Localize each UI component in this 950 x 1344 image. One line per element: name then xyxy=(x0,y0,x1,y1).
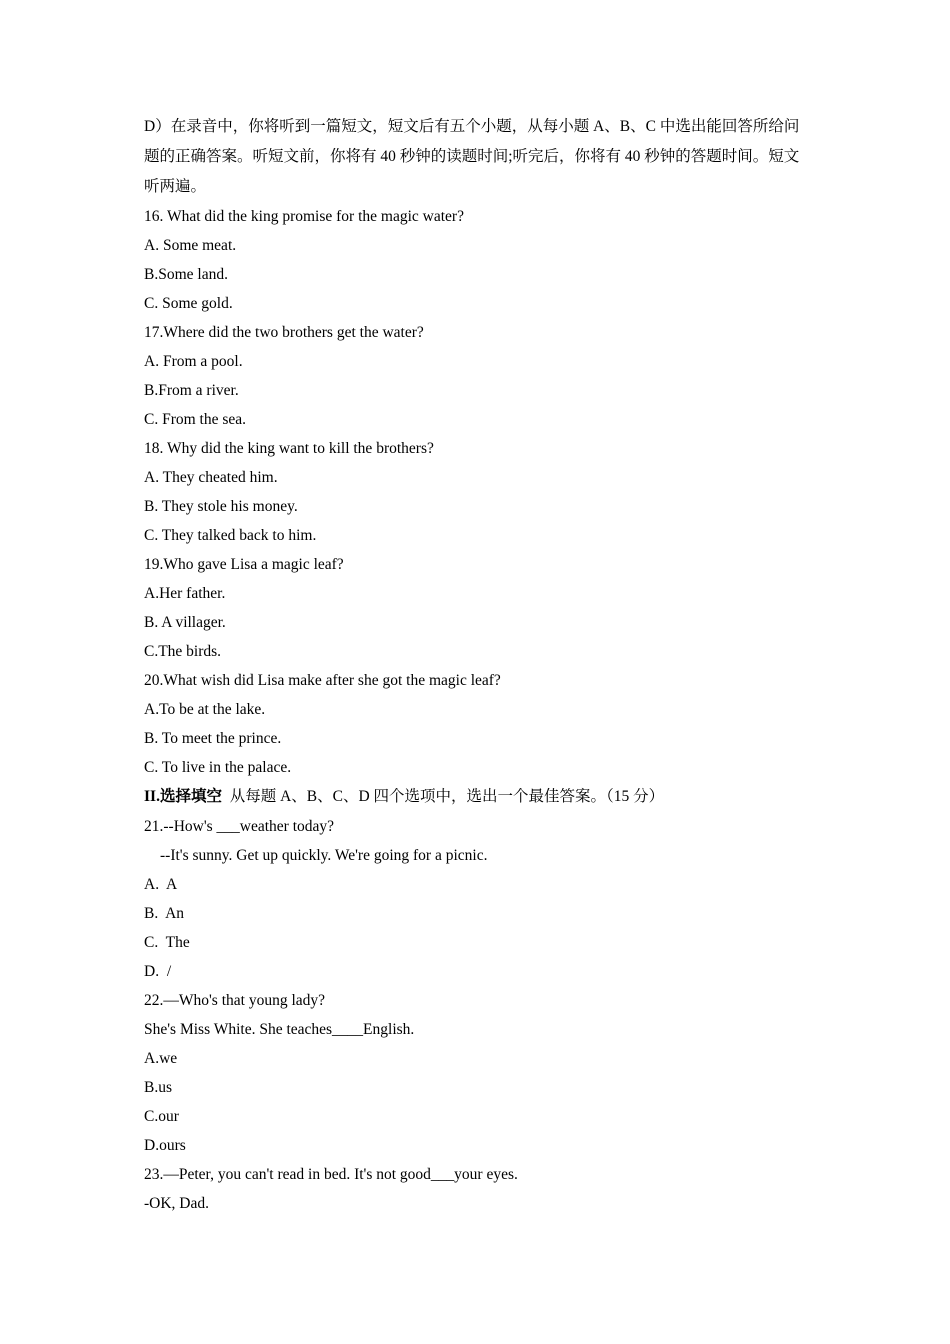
option-b: B. To meet the prince. xyxy=(144,730,282,747)
option-a: A. From a pool. xyxy=(144,353,243,370)
question-response: She's Miss White. She teaches____English. xyxy=(144,1021,415,1038)
question-text: 22.—Who's that young lady? xyxy=(144,992,326,1009)
option-b: B. They stole his money. xyxy=(144,498,298,515)
question-22 xyxy=(144,986,814,1160)
option-c: C. From the sea. xyxy=(144,411,247,428)
option-a: A. They cheated him. xyxy=(144,469,278,486)
question-19 xyxy=(144,550,814,666)
question-text: 21.--How's ___weather today? xyxy=(144,818,335,835)
option-c: C. The xyxy=(144,934,190,951)
option-b: B.From a river. xyxy=(144,382,239,399)
option-b: B. An xyxy=(144,905,185,922)
question-response: -OK, Dad. xyxy=(144,1195,209,1212)
section-ii-heading: II.选择填空 xyxy=(144,788,222,805)
question-text: 19.Who gave Lisa a magic leaf? xyxy=(144,556,344,573)
question-text: 20.What wish did Lisa make after she got the magic leaf? xyxy=(144,672,501,689)
option-c: C.The birds. xyxy=(144,643,222,660)
option-b: B.Some land. xyxy=(144,266,228,283)
question-text: 16. What did the king promise for the magic water? xyxy=(144,208,464,225)
option-a: A. Some meat. xyxy=(144,237,237,254)
option-c: C. They talked back to him. xyxy=(144,527,317,544)
document-page xyxy=(144,112,814,1218)
option-b: B. A villager. xyxy=(144,614,226,631)
question-text: 17.Where did the two brothers get the water? xyxy=(144,324,424,341)
option-d: D. / xyxy=(144,963,172,980)
option-a: A.we xyxy=(144,1050,178,1067)
section-ii-instruction: 从每题 A、B、C、D 四个选项中，选出一个最佳答案。（15 分） xyxy=(229,788,665,805)
option-c: C. Some gold. xyxy=(144,295,233,312)
question-18 xyxy=(144,434,814,550)
question-text: 18. Why did the king want to kill the brothers? xyxy=(144,440,434,457)
question-text: 23.—Peter, you can't read in bed. It's not good___your eyes. xyxy=(144,1166,518,1183)
option-a: A.To be at the lake. xyxy=(144,701,266,718)
option-b: B.us xyxy=(144,1079,172,1096)
question-23 xyxy=(144,1160,814,1218)
option-a: A.Her father. xyxy=(144,585,226,602)
option-c: C. To live in the palace. xyxy=(144,759,292,776)
question-20 xyxy=(144,666,814,782)
option-a: A. A xyxy=(144,876,178,893)
question-16 xyxy=(144,202,814,318)
section-d-intro: D）在录音中，你将听到一篇短文，短文后有五个小题，从每小题 A、B、C 中选出能回答所给问题的正确答案。听短文前，你将有 40 秒钟的读题时间;听完后，你将有 40 秒钟的答题时间。短文听两遍。 xyxy=(144,118,800,195)
option-d: D.ours xyxy=(144,1137,186,1154)
question-response: --It's sunny. Get up quickly. We're going for a picnic. xyxy=(160,847,488,864)
question-21 xyxy=(144,812,814,986)
section-ii-header xyxy=(144,782,814,812)
question-17 xyxy=(144,318,814,434)
option-c: C.our xyxy=(144,1108,179,1125)
